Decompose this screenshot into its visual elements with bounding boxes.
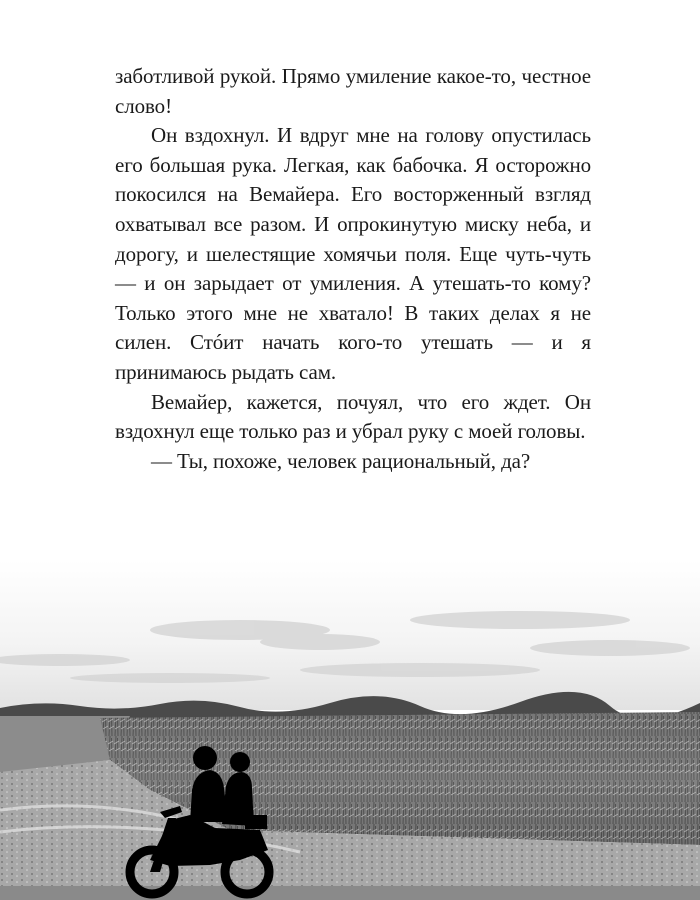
sky <box>0 560 700 710</box>
paragraph-1: заботливой рукой. Прямо умиление какое-то, честное слово! <box>115 64 591 118</box>
page-text <box>115 62 591 476</box>
cornfield-illustration <box>0 560 700 900</box>
landscape-svg <box>0 560 700 900</box>
paragraph-4-dialogue: — Ты, похоже, человек рациональный, да? <box>151 448 531 473</box>
paragraph-2: Он вздохнул. И вдруг мне на голову опустилась его большая рука. Легкая, как бабочка. Я осторожно покосился на Вемайера. Его восторженный взгляд охватывал все разом. И опрокинутую миску неба, и дорогу, и шелестящие хомячьи поля. Еще чуть-чуть — и он зарыдает от умиления. А утешать-то кому? Только этого мне не хватало! В таких делах я не силен. Стóит начать кого-то утешать — и я принимаюсь рыдать сам. <box>115 123 591 384</box>
paragraph-3: Вемайер, кажется, почуял, что его ждет. Он вздохнул еще только раз и убрал руку с моей головы. <box>115 389 591 444</box>
road-edge <box>0 886 700 900</box>
